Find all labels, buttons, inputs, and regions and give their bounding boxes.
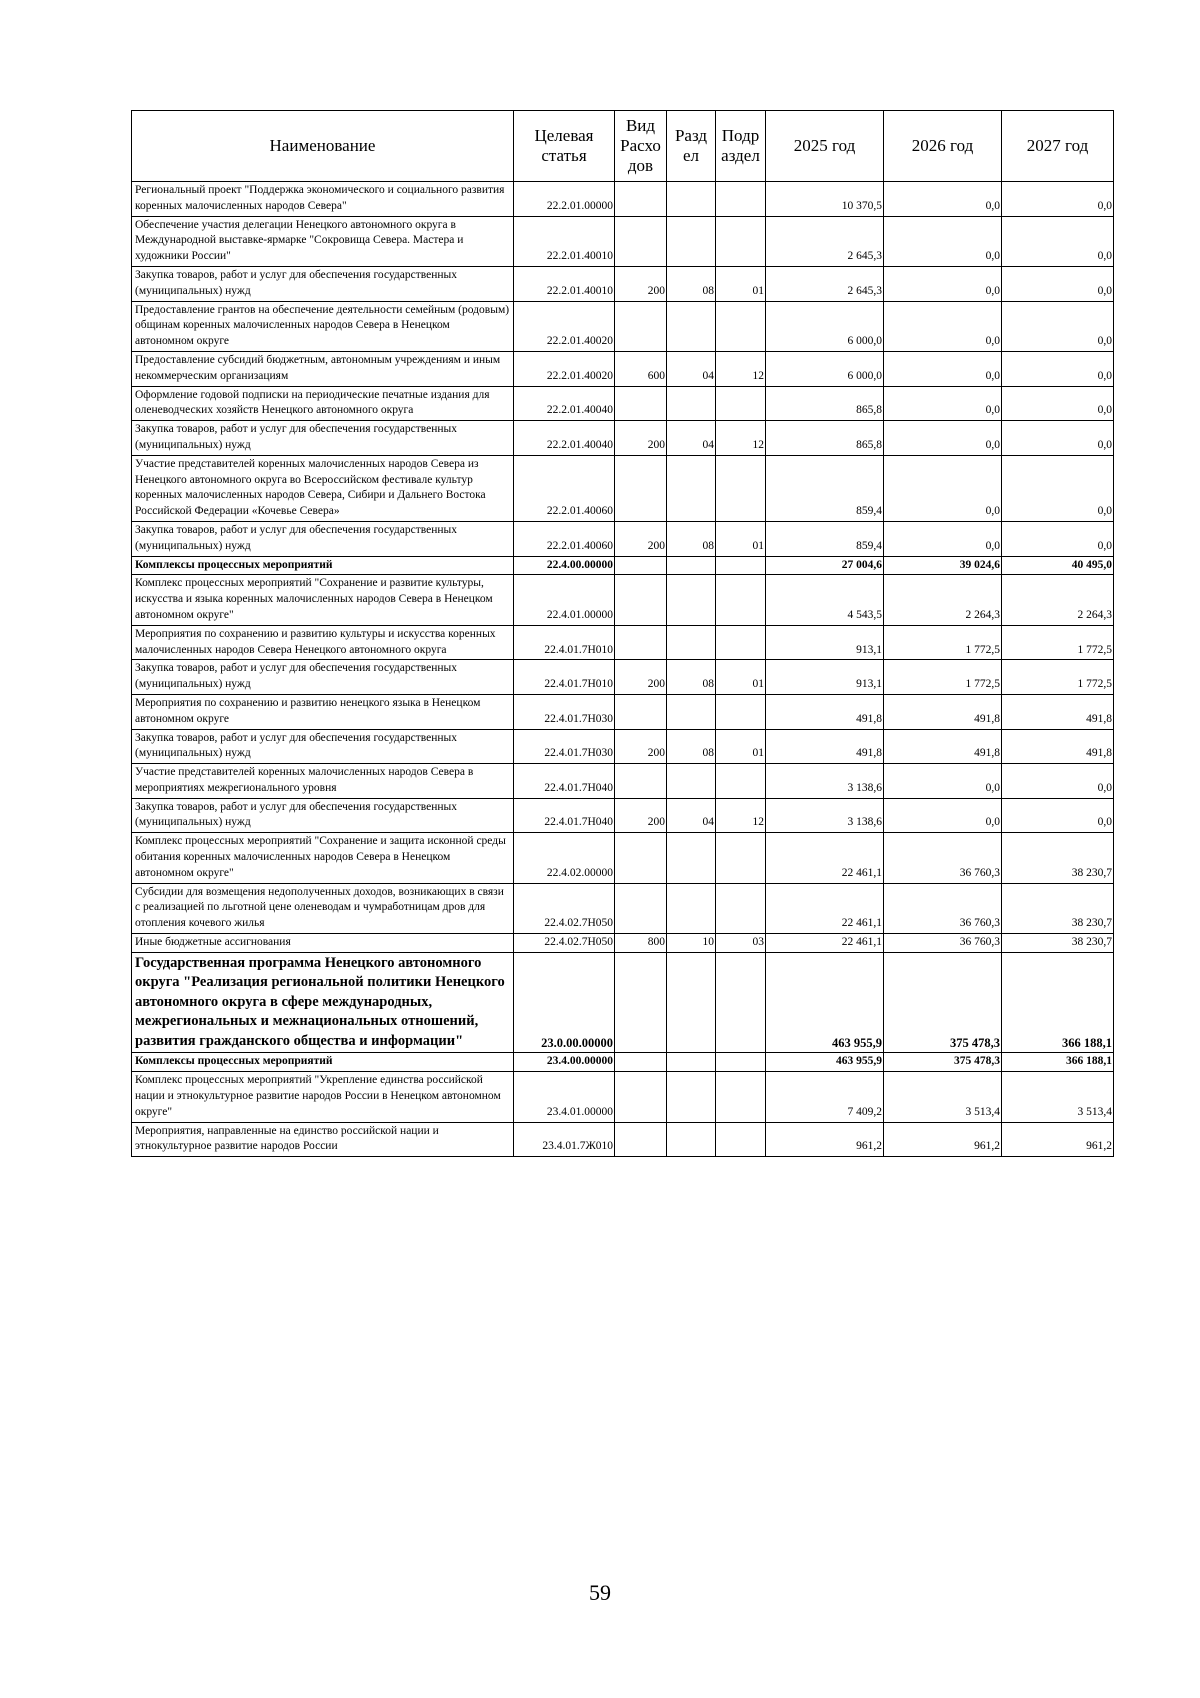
row-target: 22.2.01.40040 [514,421,615,456]
row-subsection [716,216,766,266]
row-section: 04 [667,421,716,456]
row-target: 22.2.01.00000 [514,182,615,217]
row-2026: 0,0 [884,764,1002,799]
row-target: 22.4.02.00000 [514,833,615,883]
row-subsection [716,1072,766,1122]
row-target: 22.2.01.40010 [514,266,615,301]
table-row [132,883,1114,933]
row-2027: 0,0 [1002,182,1114,217]
row-type [615,883,667,933]
row-2025: 913,1 [766,660,884,695]
row-2026: 0,0 [884,216,1002,266]
row-target: 22.4.01.7Н040 [514,764,615,799]
table-row [132,764,1114,799]
row-target: 22.2.01.40020 [514,301,615,351]
row-2025: 859,4 [766,455,884,521]
row-2026: 375 478,3 [884,952,1002,1053]
row-2027: 38 230,7 [1002,934,1114,953]
row-section [667,301,716,351]
row-2026: 0,0 [884,521,1002,556]
row-2027: 38 230,7 [1002,883,1114,933]
table-row [132,934,1114,953]
row-2025: 961,2 [766,1122,884,1157]
row-2026: 0,0 [884,455,1002,521]
header-name: Наименование [132,111,514,182]
row-name: Мероприятия по сохранению и развитию ненецкого языка в Ненецком автономном округе [132,694,514,729]
row-section [667,1053,716,1072]
row-target: 23.0.00.00000 [514,952,615,1053]
table-body [132,182,1114,1157]
row-subsection [716,575,766,625]
row-name: Мероприятия по сохранению и развитию культуры и искусства коренных малочисленных народов Севера Ненецкого автономного округа [132,625,514,660]
row-2025: 10 370,5 [766,182,884,217]
row-type [615,455,667,521]
row-section [667,455,716,521]
header-subsection: Подр аздел [716,111,766,182]
row-type [615,182,667,217]
table-row [132,266,1114,301]
row-target: 22.4.01.00000 [514,575,615,625]
row-type [615,1053,667,1072]
row-section: 10 [667,934,716,953]
row-2026: 36 760,3 [884,883,1002,933]
budget-table [131,110,1114,1157]
row-subsection: 03 [716,934,766,953]
header-row [132,111,1114,182]
row-2026: 36 760,3 [884,833,1002,883]
table-row [132,1122,1114,1157]
row-2025: 4 543,5 [766,575,884,625]
row-name: Участие представителей коренных малочисленных народов Севера в мероприятиях межрегионального уровня [132,764,514,799]
row-2027: 366 188,1 [1002,1053,1114,1072]
row-2027: 961,2 [1002,1122,1114,1157]
row-subsection: 12 [716,421,766,456]
row-2026: 491,8 [884,729,1002,764]
row-subsection: 01 [716,521,766,556]
row-name: Закупка товаров, работ и услуг для обеспечения государственных (муниципальных) нужд [132,521,514,556]
table-row [132,729,1114,764]
row-2026: 375 478,3 [884,1053,1002,1072]
row-subsection [716,1053,766,1072]
row-2025: 865,8 [766,386,884,421]
row-type: 800 [615,934,667,953]
row-subsection [716,455,766,521]
row-section [667,1122,716,1157]
row-2025: 463 955,9 [766,1053,884,1072]
row-2025: 22 461,1 [766,833,884,883]
table-row [132,575,1114,625]
row-type: 200 [615,421,667,456]
table-row [132,1053,1114,1072]
row-2026: 36 760,3 [884,934,1002,953]
row-section: 08 [667,729,716,764]
row-2027: 1 772,5 [1002,625,1114,660]
row-type: 600 [615,351,667,386]
row-name: Предоставление грантов на обеспечение деятельности семейным (родовым) общинам коренных малочисленных народов Севера в Ненецком автономном округе [132,301,514,351]
row-name: Государственная программа Ненецкого автономного округа "Реализация региональной политики Ненецкого автономного округа в сфере международных, межрегиональных и межнациональных отношений, развития гражданского общества и информации" [132,952,514,1053]
row-2027: 40 495,0 [1002,556,1114,575]
row-name: Комплекс процессных мероприятий "Сохранение и защита исконной среды обитания коренных малочисленных народов Севера в Ненецком автономном округе" [132,833,514,883]
row-2026: 961,2 [884,1122,1002,1157]
row-target: 23.4.00.00000 [514,1053,615,1072]
header-section: Разд ел [667,111,716,182]
row-section: 08 [667,521,716,556]
table-row [132,455,1114,521]
row-type [615,694,667,729]
row-target: 22.4.01.7Н010 [514,625,615,660]
table-row [132,182,1114,217]
row-subsection: 01 [716,266,766,301]
row-subsection [716,301,766,351]
table-row [132,351,1114,386]
row-target: 22.4.01.7Н030 [514,729,615,764]
table-row [132,421,1114,456]
row-name: Оформление годовой подписки на периодические печатные издания для оленеводческих хозяйств Ненецкого автономного округа [132,386,514,421]
row-name: Иные бюджетные ассигнования [132,934,514,953]
row-2025: 27 004,6 [766,556,884,575]
row-2027: 0,0 [1002,301,1114,351]
row-name: Закупка товаров, работ и услуг для обеспечения государственных (муниципальных) нужд [132,660,514,695]
row-section [667,952,716,1053]
row-subsection: 01 [716,729,766,764]
row-2027: 491,8 [1002,694,1114,729]
row-target: 22.2.01.40010 [514,216,615,266]
row-2026: 491,8 [884,694,1002,729]
row-2027: 2 264,3 [1002,575,1114,625]
row-section [667,833,716,883]
table-row [132,556,1114,575]
row-type [615,301,667,351]
row-type [615,1122,667,1157]
row-2025: 3 138,6 [766,798,884,833]
table-row [132,1072,1114,1122]
row-target: 22.4.02.7Н050 [514,883,615,933]
table-row [132,386,1114,421]
row-2026: 0,0 [884,386,1002,421]
row-section [667,764,716,799]
table-row [132,660,1114,695]
row-target: 22.4.02.7Н050 [514,934,615,953]
row-name: Комплекс процессных мероприятий "Укрепление единства российской нации и этнокультурное развитие народов России в Ненецком автономном округе" [132,1072,514,1122]
row-subsection [716,182,766,217]
row-2026: 1 772,5 [884,660,1002,695]
row-2025: 913,1 [766,625,884,660]
row-2026: 0,0 [884,421,1002,456]
row-2025: 22 461,1 [766,934,884,953]
row-2027: 3 513,4 [1002,1072,1114,1122]
table-row [132,301,1114,351]
row-subsection: 12 [716,351,766,386]
row-2026: 2 264,3 [884,575,1002,625]
row-type: 200 [615,660,667,695]
row-name: Субсидии для возмещения недополученных доходов, возникающих в связи с реализацией по льготной цене оленеводам и чумработницам дров для отопления кочевого жилья [132,883,514,933]
row-section [667,625,716,660]
row-type [615,575,667,625]
table-row [132,216,1114,266]
table-row [132,521,1114,556]
row-2025: 6 000,0 [766,301,884,351]
row-name: Участие представителей коренных малочисленных народов Севера из Ненецкого автономного округа во Всероссийском фестивале культур коренных малочисленных народов Севера, Сибири и Дальнего Востока Российской Федерации «Кочевье Севера» [132,455,514,521]
row-2027: 0,0 [1002,421,1114,456]
row-subsection [716,1122,766,1157]
row-target: 22.2.01.40060 [514,455,615,521]
row-2027: 491,8 [1002,729,1114,764]
row-subsection [716,764,766,799]
row-section [667,556,716,575]
table-row [132,625,1114,660]
row-target: 22.4.01.7Н010 [514,660,615,695]
row-name: Обеспечение участия делегации Ненецкого автономного округа в Международной выставке-ярмарке "Сокровища Севера. Мастера и художники России" [132,216,514,266]
row-2026: 0,0 [884,182,1002,217]
row-type [615,952,667,1053]
row-2027: 0,0 [1002,521,1114,556]
row-subsection [716,694,766,729]
table-row [132,952,1114,1053]
row-2025: 7 409,2 [766,1072,884,1122]
row-section [667,575,716,625]
row-type [615,386,667,421]
header-2025: 2025 год [766,111,884,182]
row-subsection [716,883,766,933]
row-section [667,182,716,217]
row-2026: 39 024,6 [884,556,1002,575]
row-2027: 0,0 [1002,455,1114,521]
row-type [615,216,667,266]
table-row [132,798,1114,833]
row-type [615,833,667,883]
row-2026: 3 513,4 [884,1072,1002,1122]
row-2027: 0,0 [1002,764,1114,799]
row-2027: 0,0 [1002,266,1114,301]
row-target: 22.4.00.00000 [514,556,615,575]
row-2025: 3 138,6 [766,764,884,799]
row-2025: 463 955,9 [766,952,884,1053]
row-subsection [716,952,766,1053]
header-2027: 2027 год [1002,111,1114,182]
row-2027: 0,0 [1002,351,1114,386]
header-2026: 2026 год [884,111,1002,182]
row-2027: 38 230,7 [1002,833,1114,883]
row-type: 200 [615,798,667,833]
row-2025: 491,8 [766,694,884,729]
row-section: 08 [667,266,716,301]
header-type: Вид Расхо дов [615,111,667,182]
row-target: 23.4.01.7Ж010 [514,1122,615,1157]
table-row [132,833,1114,883]
row-2025: 2 645,3 [766,216,884,266]
row-2027: 0,0 [1002,386,1114,421]
row-name: Предоставление субсидий бюджетным, автономным учреждениям и иным некоммерческим организациям [132,351,514,386]
row-name: Комплекс процессных мероприятий "Сохранение и развитие культуры, искусства и языка коренных малочисленных народов Севера в Ненецком автономном округе" [132,575,514,625]
row-2025: 6 000,0 [766,351,884,386]
row-2026: 0,0 [884,301,1002,351]
row-section [667,216,716,266]
row-section: 04 [667,798,716,833]
row-section [667,386,716,421]
row-type [615,625,667,660]
row-type [615,556,667,575]
row-subsection: 12 [716,798,766,833]
header-target: Целевая статья [514,111,615,182]
row-name: Закупка товаров, работ и услуг для обеспечения государственных (муниципальных) нужд [132,421,514,456]
row-section [667,694,716,729]
page-number: 59 [589,1580,611,1605]
row-2026: 0,0 [884,351,1002,386]
row-subsection [716,386,766,421]
row-name: Комплексы процессных мероприятий [132,1053,514,1072]
row-target: 22.2.01.40060 [514,521,615,556]
row-2027: 1 772,5 [1002,660,1114,695]
row-section [667,1072,716,1122]
row-name: Мероприятия, направленные на единство российской нации и этнокультурное развитие народов России [132,1122,514,1157]
row-name: Закупка товаров, работ и услуг для обеспечения государственных (муниципальных) нужд [132,266,514,301]
row-target: 22.4.01.7Н030 [514,694,615,729]
row-subsection [716,556,766,575]
row-2026: 0,0 [884,798,1002,833]
row-2027: 366 188,1 [1002,952,1114,1053]
row-name: Комплексы процессных мероприятий [132,556,514,575]
row-2025: 865,8 [766,421,884,456]
row-target: 22.4.01.7Н040 [514,798,615,833]
row-target: 22.2.01.40040 [514,386,615,421]
row-2027: 0,0 [1002,216,1114,266]
row-type: 200 [615,729,667,764]
row-name: Региональный проект "Поддержка экономического и социального развития коренных малочисленных народов Севера" [132,182,514,217]
row-2025: 22 461,1 [766,883,884,933]
row-subsection: 01 [716,660,766,695]
row-name: Закупка товаров, работ и услуг для обеспечения государственных (муниципальных) нужд [132,729,514,764]
row-subsection [716,833,766,883]
row-target: 22.2.01.40020 [514,351,615,386]
row-section: 04 [667,351,716,386]
row-type [615,1072,667,1122]
row-type [615,764,667,799]
row-subsection [716,625,766,660]
row-2027: 0,0 [1002,798,1114,833]
row-2025: 2 645,3 [766,266,884,301]
row-target: 23.4.01.00000 [514,1072,615,1122]
row-2025: 491,8 [766,729,884,764]
row-section: 08 [667,660,716,695]
row-type: 200 [615,266,667,301]
table-row [132,694,1114,729]
row-2026: 0,0 [884,266,1002,301]
row-name: Закупка товаров, работ и услуг для обеспечения государственных (муниципальных) нужд [132,798,514,833]
row-2025: 859,4 [766,521,884,556]
row-type: 200 [615,521,667,556]
row-2026: 1 772,5 [884,625,1002,660]
row-section [667,883,716,933]
